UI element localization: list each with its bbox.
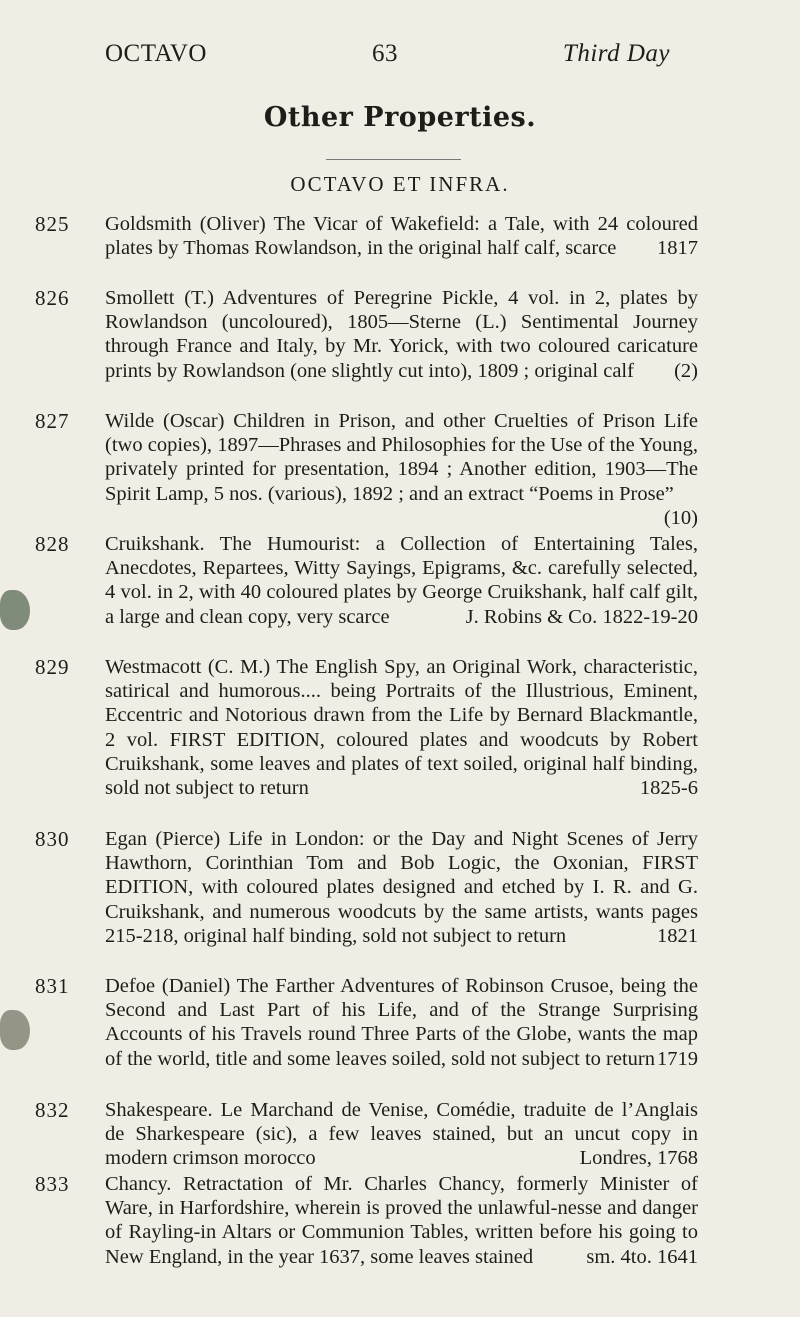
binding-stain bbox=[0, 1010, 30, 1050]
page-number: 63 bbox=[371, 40, 398, 67]
lot-number: 825 bbox=[35, 212, 70, 236]
lot-date: (10) bbox=[663, 506, 698, 529]
sub-title: OCTAVO ET INFRA. bbox=[290, 172, 510, 196]
lot-number: 826 bbox=[35, 286, 70, 310]
lot-number: 831 bbox=[35, 974, 70, 998]
lot-number: 830 bbox=[35, 827, 70, 851]
lot-number: 832 bbox=[35, 1098, 70, 1122]
lot-description bbox=[105, 974, 698, 1071]
lot-text: Chancy. Retractation of Mr. Charles Chancy, formerly Minister of Ware, in Harfordshire, wherein is proved the unlawful-nesse and danger of Rayling-in Altars or Communion Tables, written before his going to New England, in the year 1637, some leaves stained bbox=[105, 1173, 698, 1268]
lot-text: Goldsmith (Oliver) The Vicar of Wakefield: a Tale, with 24 coloured plates by Thomas Rowlandson, in the original half calf, scarce bbox=[105, 213, 698, 260]
lot-text: Defoe (Daniel) The Farther Adventures of Robinson Crusoe, being the Second and Last Part of his Life, and of the Strange Surprising Accounts of his Travels round Three Parts of the Globe, wants the map of the world, title and some leaves soiled, sold not subject to return bbox=[105, 975, 698, 1070]
lot-text: Egan (Pierce) Life in London: or the Day and Night Scenes of Jerry Hawthorn, Corinthian Tom and Bob Logic, the Oxonian, FIRST EDITION, with coloured plates designed and etched by I. R. and G. Cruikshank, and numerous woodcuts by the same artists, wants pages 215-218, original half binding, sold not subject to return bbox=[105, 828, 698, 947]
section-title: Other Properties. bbox=[263, 102, 537, 133]
lot-description bbox=[105, 532, 698, 629]
lot-description bbox=[105, 827, 698, 948]
lot-text: Wilde (Oscar) Children in Prison, and other Cruelties of Prison Life (two copies), 1897—Phrases and Philosophies for the Use of the Young, privately printed for presentation, 1894 ; Another edition, 1903—The Spirit Lamp, 5 nos. (various), 1892 ; and an extract “Poems in Prose” bbox=[105, 410, 698, 505]
lot-text: Smollett (T.) Adventures of Peregrine Pickle, 4 vol. in 2, plates by Rowlandson (uncoloured), 1805—Sterne (L.) Sentimental Journey through France and Italy, by Mr. Yorick, with two coloured caricature prints by Rowlandson (one slightly cut into), 1809 ; original calf bbox=[105, 287, 698, 382]
header-format: OCTAVO bbox=[105, 40, 207, 67]
lot-text: Cruikshank. The Humourist: a Collection of Entertaining Tales, Anecdotes, Repartees, Witty Sayings, Epigrams, &c. carefully selected, 4 vol. in 2, with 40 coloured plates by George Cruikshank, half calf gilt, a large and clean copy, very scarce bbox=[105, 533, 698, 628]
lot-date: 1825-6 bbox=[639, 777, 698, 800]
title-rule bbox=[326, 159, 461, 160]
lot-description bbox=[105, 655, 698, 800]
lot-date: (2) bbox=[674, 359, 698, 382]
lot-description bbox=[105, 409, 698, 530]
lot-date: 1817 bbox=[657, 237, 698, 260]
lot-date: sm. 4to. 1641 bbox=[586, 1245, 698, 1268]
lot-description bbox=[105, 286, 698, 383]
lot-date: J. Robins & Co. 1822-19-20 bbox=[465, 605, 698, 628]
running-header bbox=[105, 40, 670, 68]
lot-number: 829 bbox=[35, 655, 70, 679]
lot-number: 827 bbox=[35, 409, 70, 433]
lot-description bbox=[105, 1098, 698, 1171]
lot-date: Londres, 1768 bbox=[579, 1147, 698, 1170]
lot-date: 1719 bbox=[657, 1047, 698, 1070]
sale-day: Third Day bbox=[562, 40, 670, 67]
lot-number: 828 bbox=[35, 532, 70, 556]
lot-text: Westmacott (C. M.) The English Spy, an Original Work, characteristic, satirical and humorous.... being Portraits of the Illustrious, Eminent, Eccentric and Notorious drawn from the Life by Bernard Blackmantle, 2 vol. FIRST EDITION, coloured plates and woodcuts by Robert Cruikshank, some leaves and plates of text soiled, original half binding, sold not subject to return bbox=[105, 656, 698, 800]
lot-description bbox=[105, 1172, 698, 1269]
lot-number: 833 bbox=[35, 1172, 70, 1196]
lot-date: 1821 bbox=[657, 924, 698, 947]
lot-description bbox=[105, 212, 698, 260]
binding-stain bbox=[0, 590, 30, 630]
lot-text: Shakespeare. Le Marchand de Venise, Comédie, traduite de l’Anglais de Sharkespeare (sic), a few leaves stained, but an uncut copy in modern crimson morocco bbox=[105, 1099, 698, 1170]
